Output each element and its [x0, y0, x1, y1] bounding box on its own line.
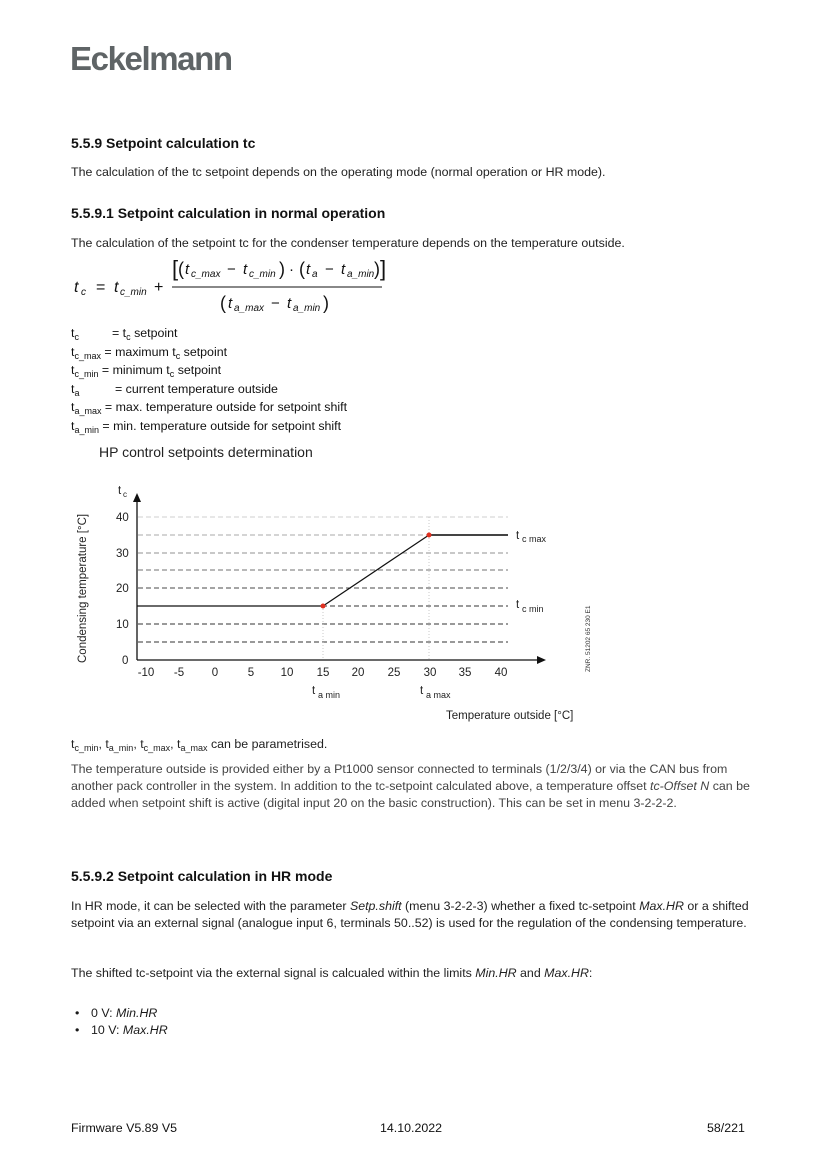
svg-text:-5: -5 — [173, 667, 185, 679]
definition-tc: $t_c = t_c$ setpoint — [71, 326, 178, 342]
svg-text:25: 25 — [387, 667, 401, 679]
definition-tc-min: $t_{c\_min}$ = minimum $t_c$ setpoint — [71, 363, 222, 379]
svg-text:a: a — [312, 269, 318, 280]
footer-date: 14.10.2022 — [380, 1121, 443, 1135]
section-heading-5591: 5.5.9.1 Setpoint calculation in normal operation — [71, 205, 386, 221]
svg-text:a max: a max — [426, 690, 451, 700]
svg-text:(: ( — [220, 293, 226, 313]
svg-text:a_min: a_min — [347, 269, 375, 280]
svg-text:t: t — [114, 279, 119, 296]
svg-text:40: 40 — [116, 512, 129, 524]
svg-text:c_min: c_min — [249, 269, 276, 280]
svg-text:t: t — [516, 530, 520, 542]
svg-text:[: [ — [172, 256, 179, 281]
svg-text:c min: c min — [522, 604, 544, 614]
svg-text:c_min: c_min — [120, 287, 147, 298]
chart-title: HP control setpoints determination — [99, 444, 313, 460]
svg-text:]: ] — [380, 256, 387, 281]
svg-text:t: t — [228, 295, 233, 312]
symbol-definitions — [71, 324, 347, 435]
footer-page-number: 58/221 — [707, 1121, 745, 1135]
shifted-setpoint-paragraph: The shifted tc-setpoint via the external signal is calcualed within the limits Min.HR and Max.HR: — [71, 966, 593, 980]
setpoint-chart-graphic — [60, 470, 620, 730]
svg-text:t: t — [516, 599, 520, 611]
definition-ta-min: $t_{a\_min} = \min$. temperature outside for setpoint shift — [71, 418, 342, 435]
section-heading-5592: 5.5.9.2 Setpoint calculation in HR mode — [71, 868, 333, 884]
svg-text:10: 10 — [116, 619, 129, 631]
svg-text:+: + — [154, 279, 164, 296]
svg-text:t: t — [306, 261, 311, 278]
svg-text:t: t — [185, 261, 190, 278]
svg-text:·: · — [289, 261, 294, 278]
svg-text:(: ( — [178, 259, 184, 279]
svg-text:c: c — [123, 490, 127, 499]
svg-text:t: t — [312, 685, 316, 697]
svg-text:t: t — [420, 685, 424, 697]
svg-text:-10: -10 — [137, 667, 155, 679]
svg-text:): ) — [374, 259, 380, 279]
list-item: • 0 V: Min.HR — [75, 1005, 168, 1022]
voltage-limits-list — [75, 1005, 168, 1039]
svg-text:=: = — [96, 279, 106, 296]
svg-text:35: 35 — [458, 667, 472, 679]
svg-text:t: t — [287, 295, 292, 312]
svg-text:): ) — [323, 293, 329, 313]
outside-temperature-paragraph: The temperature outside is provided either by a Pt1000 sensor connected to terminals (1/2/3/4) or via the CAN bus from another pack controller in the system. In addition to the tc-setpoint calculated above, a temperature offset tc-Offset N can be added when setpoint shift is active (digital input 20 on the basic construction). This can be set in menu 3-2-2-2. — [71, 762, 750, 810]
svg-text:5: 5 — [247, 667, 255, 679]
svg-text:10: 10 — [280, 667, 294, 679]
formula-graphic — [72, 254, 392, 316]
svg-text:t: t — [74, 279, 79, 296]
svg-text:20: 20 — [351, 667, 365, 679]
svg-text:a_min: a_min — [293, 303, 321, 314]
section-heading-559: 5.5.9 Setpoint calculation tc — [71, 135, 256, 151]
hr-mode-paragraph: In HR mode, it can be selected with the parameter Setp.shift (menu 3-2-2-3) whether a fixed tc-setpoint Max.HR or a shifted setpoint via an external signal (analogue input 6, terminals 50..52) is used for the regulation of the condensing temperature. — [71, 899, 749, 930]
section-5591-intro: The calculation of the setpoint tc for the condenser temperature depends on the temperature outside. — [71, 236, 625, 250]
svg-text:): ) — [279, 259, 285, 279]
svg-text:Temperature outside [°C]: Temperature outside [°C] — [446, 710, 574, 722]
svg-text:20: 20 — [116, 583, 129, 595]
svg-text:t: t — [243, 261, 248, 278]
footer-firmware: Firmware V5.89 V5 — [71, 1121, 178, 1135]
list-item: • 10 V: Max.HR — [75, 1022, 168, 1039]
definition-tc-max: $t_{c\_max}$ = maximum $t_c$ setpoint — [71, 344, 228, 361]
svg-text:t: t — [341, 261, 346, 278]
setpoint-formula — [72, 254, 392, 321]
svg-text:−: − — [271, 295, 280, 312]
section-559-intro: The calculation of the tc setpoint depends on the operating mode (normal operation or HR mode). — [71, 165, 606, 179]
svg-text:t: t — [118, 485, 122, 497]
svg-text:c: c — [81, 287, 86, 298]
svg-text:a min: a min — [318, 690, 341, 700]
svg-text:ZNR. 51202 65 230 E1: ZNR. 51202 65 230 E1 — [585, 605, 592, 672]
svg-text:0: 0 — [122, 655, 129, 667]
eckelmann-logo: Eckelmann — [70, 40, 232, 77]
definition-ta: $t_a$ = current temperature outside — [71, 381, 278, 398]
svg-text:−: − — [227, 261, 236, 278]
svg-text:Condensing temperature [°C]: Condensing temperature [°C] — [77, 513, 89, 663]
svg-text:(: ( — [299, 259, 305, 279]
svg-text:c max: c max — [522, 534, 547, 544]
parametrised-note: $t_{c\_min}$, $t_{a\_min}$, $t_{c\_max}$, $t_{a\_max}$ can be parametrised. — [71, 737, 328, 753]
svg-text:30: 30 — [116, 548, 129, 560]
svg-text:c_max: c_max — [191, 269, 221, 280]
svg-text:15: 15 — [316, 667, 330, 679]
svg-text:a_max: a_max — [234, 303, 265, 314]
svg-text:40: 40 — [494, 667, 508, 679]
svg-text:0: 0 — [211, 667, 219, 679]
svg-text:−: − — [325, 261, 334, 278]
setpoint-chart — [60, 470, 620, 735]
svg-text:30: 30 — [423, 667, 437, 679]
definition-ta-max: $t_{a\_max} = \max$. temperature outside for setpoint shift — [71, 400, 348, 416]
